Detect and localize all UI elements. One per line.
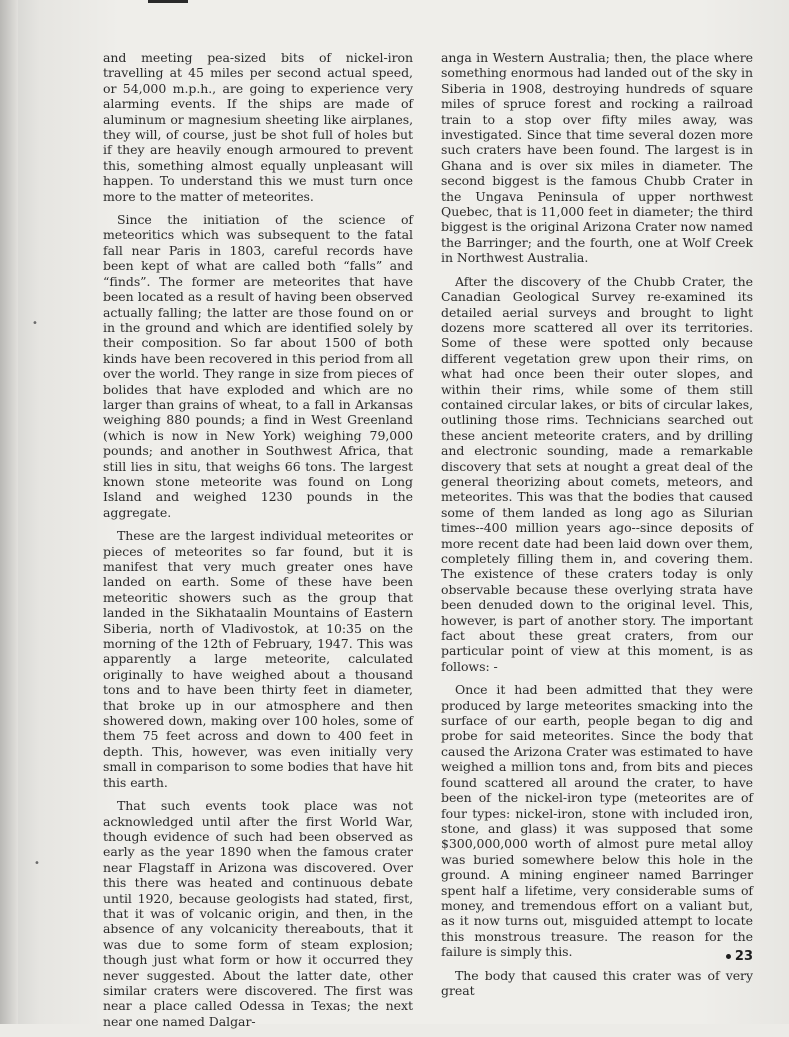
paragraph: That such events took place was not acknowledged until after the first World War, though evidence of such had been observed as early as the year 1890 when the famous crater near Flagstaff in Arizona was discovered. Over this there was heated and continuous debate until 1920, because geologists had stated, first, that it was of volcanic origin, and then, in the absence of any volcanicity thereabouts, that it was due to some form of steam explosion; though just what form or how it occurred they never suggested. About the latter date, other similar craters were discovered. The first was near a place called Odessa in Texas; the next near one named Dalgar-: [103, 798, 413, 1029]
paragraph: and meeting pea-sized bits of nickel-iron travelling at 45 miles per second actual speed, or 54,000 m.p.h., are going to experience very alarming events. If the ships are made of aluminum or magnesium sheeting like airplanes, they will, of course, just be shot full of holes but if they are heavily enough armoured to prevent this, something almost equally unpleasant will happen. To understand this we must turn once more to the matter of meteorites.: [103, 50, 413, 204]
bullet-icon: [726, 954, 731, 959]
page-number: [726, 949, 753, 964]
paragraph: The body that caused this crater was of very great: [441, 967, 753, 998]
paragraph: These are the largest individual meteorites or pieces of meteorites so far found, but it is manifest that very much greater ones have landed on earth. Some of these have been meteoritic showers such as the group that landed in the Sikhataalin Mountains of Eastern Siberia, north of Vladivostok, at 10:35 on the morning of the 12th of February, 1947. This was apparently a large meteorite, calculated originally to have weighed about a thousand tons and to have been thirty feet in diameter, that broke up in our atmosphere and then showered down, making over 100 holes, some of them 75 feet across and down to 400 feet in depth. This, however, was even initially very small in comparison to some bodies that have hit this earth.: [103, 528, 413, 790]
page-number-text: 23: [734, 949, 753, 964]
paragraph: anga in Western Australia; then, the place where something enormous had landed out of the sky in Siberia in 1908, destroying hundreds of square miles of spruce forest and rocking a railroad train to a stop over fifty miles away, was investigated. Since that time several dozen more such craters have been found. The largest is in Ghana and is over six miles in diameter. The second biggest is the famous Chubb Crater in the Ungava Peninsula of upper northwest Quebec, that is 11,000 feet in diameter; the third biggest is the original Arizona Crater now named the Barringer; and the fourth, one at Wolf Creek in Northwest Australia.: [441, 50, 753, 266]
binding-shadow: [0, 0, 18, 1024]
paragraph: Since the initiation of the science of meteoritics which was subsequent to the fatal fall near Paris in 1803, careful records have been kept of what are called both “falls” and “finds”. The former are meteorites that have been located as a result of having been observed actually falling; the latter are those found on or in the ground and which are identified solely by their composition. So far about 1500 of both kinds have been recovered in this period from all over the world. They range in size from pieces of bolides that have exploded and which are no larger than grains of wheat, to a fall in Arkansas weighing 880 pounds; a find in West Greenland (which is now in New York) weighing 79,000 pounds; and another in Southwest Africa, that still lies in situ, that weighs 66 tons. The largest known stone meteorite was found on Long Island and weighed 1230 pounds in the aggregate.: [103, 212, 413, 520]
margin-mark: •: [32, 318, 38, 329]
top-rule: [148, 0, 188, 3]
margin-mark: •: [34, 858, 40, 869]
paragraph: After the discovery of the Chubb Crater, the Canadian Geological Survey re-examined its detailed aerial surveys and brought to light dozens more scattered all over its territories. Some of these were spotted only because different vegetation grew upon their rims, on what had once been their outer slopes, and within their rims, while some of them still contained circular lakes, or bits of circular lakes, outlining those rims. Technicians searched out these ancient meteorite craters, and by drilling and electronic sounding, made a remarkable discovery that sets at nought a great deal of the general theorizing about comets, meteors, and meteorites. This was that the bodies that caused some of them landed as long ago as Silurian times--400 million years ago--since deposits of more recent date had been laid down over them, completely filling them in, and covering them. The existence of these craters today is only observable because these overlying strata have been denuded down to the original level. This, however, is part of another story. The important fact about these great craters, from our particular point of view at this moment, is as follows: -: [441, 273, 753, 674]
paragraph: Once it had been admitted that they were produced by large meteorites smacking into the surface of our earth, people began to dig and probe for said meteorites. Since the body that caused the Arizona Crater was estimated to have weighed a million tons and, from bits and pieces found scattered all around the crater, to have been of the nickel-iron type (meteorites are of four types: nickel-iron, stone with included iron, stone, and glass) it was supposed that some $300,000,000 worth of almost pure metal alloy was buried somewhere below this hole in the ground. A mining engineer named Barringer spent half a lifetime, very considerable sums of money, and tremendous effort on a valiant but, as it now turns out, misguided attempt to locate this monstrous treasure. The reason for the failure is simply this.: [441, 682, 753, 960]
right-column: [441, 50, 753, 1006]
left-column: [103, 50, 413, 1037]
